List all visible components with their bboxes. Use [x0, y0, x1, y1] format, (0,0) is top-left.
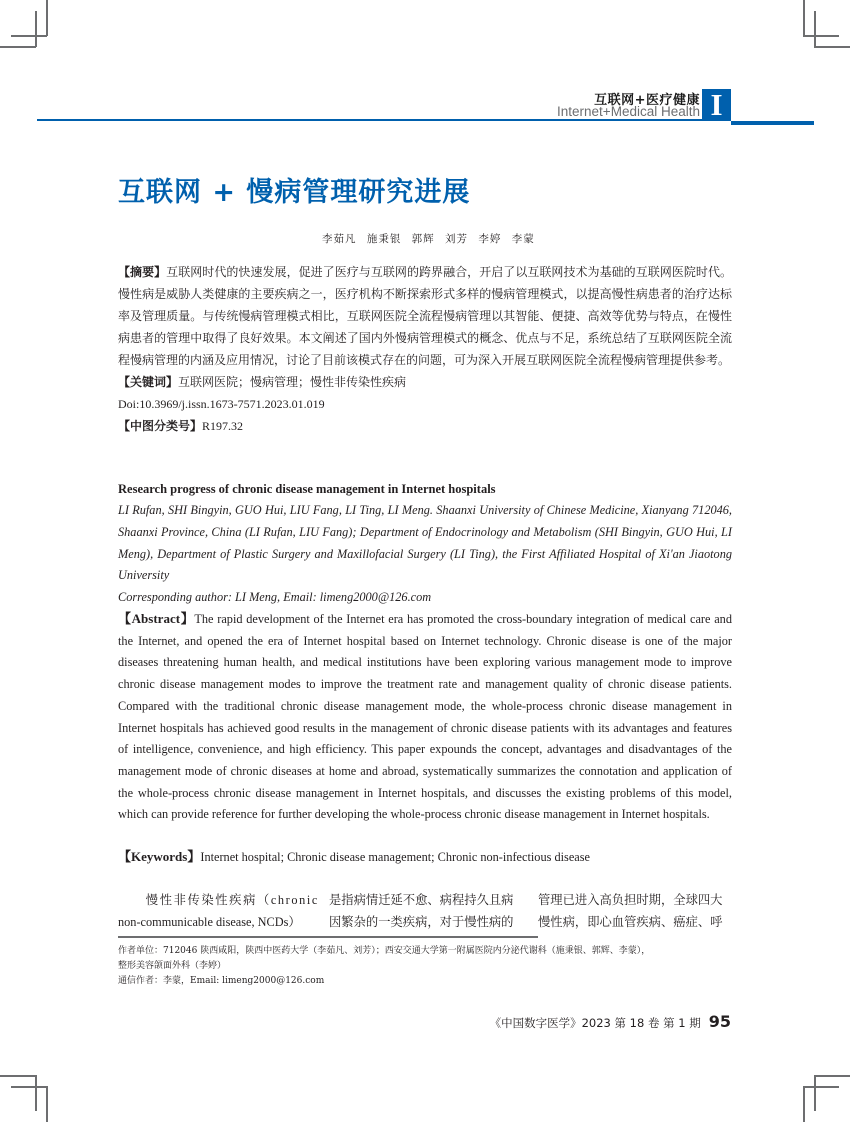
journal-citation: 《中国数字医学》2023 第 18 卷 第 1 期	[489, 1016, 701, 1030]
classification	[118, 415, 732, 437]
affiliation-en-text: LI Rufan, SHI Bingyin, GUO Hui, LIU Fang, LI Ting, LI Meng. Shaanxi University of Chinese Medicine, Xianyang 712046, Shaanxi Province, China (LI Rufan, LIU Fang); Department of Endocrinology and Metabolism (SHI Bingyin, GUO Hui, LI Meng), Department of Plastic Surgery and Maxillofacial Surgery (LI Ting), the First Affiliated Hospital of Xi'an Jiaotong University	[118, 503, 732, 583]
abstract-en-label: 【Abstract】	[118, 611, 195, 626]
abstract-cn-section	[118, 261, 732, 437]
classification-label: 【中图分类号】	[118, 419, 203, 433]
body-line: 因繁杂的一类疾病，对于慢性病的	[329, 915, 514, 929]
keywords-en	[118, 846, 732, 865]
footnotes	[118, 944, 738, 989]
body-line: 慢性非传染性疾病（chronic	[118, 893, 319, 907]
article-title: 互联网 + 慢病管理研究进展	[118, 177, 471, 208]
section-title-cn: 互联网+医疗健康	[594, 93, 700, 108]
keywords-en-label: 【Keywords】	[118, 849, 201, 864]
corresponding-author-en: Corresponding author: LI Meng, Email: limeng2000@126.com	[118, 590, 432, 605]
footnote-affiliation: 作者单位：712046 陕西咸阳，陕西中医药大学（李茹凡、刘芳）；西安交通大学第一附属医院内分泌代谢科（施秉银、郭辉、李蒙），	[118, 946, 651, 956]
body-line: 慢性病，即心血管疾病、癌症、呼	[538, 915, 723, 929]
page-footer	[490, 1012, 731, 1031]
abstract-en-text: The rapid development of the Internet era has promoted the cross-boundary integration of medical care and the Internet, and opened the era of Internet hospital based on Internet technology. Chronic disease is one of the major diseases threatening human health, and medical institutions have been exploring various management mode to improve chronic disease management modes to improve the treatment rate and management quality of chronic disease patients. Compared with the traditional chronic disease management mode, the whole-process chronic disease management in Internet hospitals has achieved good results in the management of chronic disease patients with its advantages and features of intelligence, convenience, and high efficiency. This paper expounds the concept, advantages and disadvantages of the management mode of chronic diseases at home and abroad, systematically summarizes the connotation and application of the whole-process chronic disease management in Internet hospitals, and discusses the existing problems of this model, which can provide reference for further developing the whole-process chronic disease management in Internet hospitals.	[118, 612, 732, 822]
keywords-cn-label: 【关键词】	[118, 375, 179, 389]
section-badge: I	[702, 89, 731, 121]
body-line: 管理已进入高负担时期，全球四大	[538, 893, 723, 907]
doi: Doi:10.3969/j.issn.1673-7571.2023.01.019	[118, 397, 325, 411]
body-line: 是指病情迁延不愈、病程持久且病	[329, 893, 514, 907]
header-accent-bar	[731, 121, 814, 125]
header-rule	[37, 119, 703, 121]
abstract-cn	[118, 261, 732, 371]
footnote-rule	[118, 936, 538, 938]
keywords-cn-text: 互联网医院；慢病管理；慢性非传染性疾病	[178, 375, 407, 389]
page-number: 95	[708, 1012, 731, 1031]
abstract-cn-label: 【摘要】	[118, 265, 167, 279]
footnote-corresponding: 通信作者：李蒙，Email: limeng2000@126.com	[118, 976, 325, 986]
body-column-3	[538, 889, 722, 933]
affiliation-en	[118, 500, 732, 609]
body-column-1	[118, 889, 319, 933]
abstract-en	[118, 608, 732, 826]
footnote-affiliation-cont: 整形美容颌面外科（李婷）	[118, 961, 227, 971]
article-title-en: Research progress of chronic disease management in Internet hospitals	[118, 482, 496, 496]
section-title-en: Internet+Medical Health	[557, 104, 700, 119]
keywords-cn	[118, 371, 732, 393]
body-column-2	[329, 889, 513, 933]
keywords-en-text: Internet hospital; Chronic disease management; Chronic non-infectious disease	[200, 850, 590, 864]
author-list: 李茹凡 施秉银 郭辉 刘芳 李婷 李蒙	[322, 233, 535, 245]
abstract-cn-text: 互联网时代的快速发展，促进了医疗与互联网的跨界融合，开启了以互联网技术为基础的互联网医院时代。慢性病是威胁人类健康的主要疾病之一，医疗机构不断探索形式多样的慢病管理模式，以提高慢性病患者的治疗达标率及管理质量。与传统慢病管理模式相比，互联网医院全流程慢病管理以其智能、便捷、高效等优势与特点，在慢性病患者的管理中取得了良好效果。本文阐述了国内外慢病管理模式的概念、优点与不足，系统总结了互联网医院全流程慢病管理的内涵及应用情况，讨论了目前该模式存在的问题，可为深入开展互联网医院全流程慢病管理提供参考。	[118, 265, 732, 367]
classification-code: R197.32	[202, 419, 244, 433]
body-line: non-communicable disease, NCDs）	[118, 915, 301, 929]
